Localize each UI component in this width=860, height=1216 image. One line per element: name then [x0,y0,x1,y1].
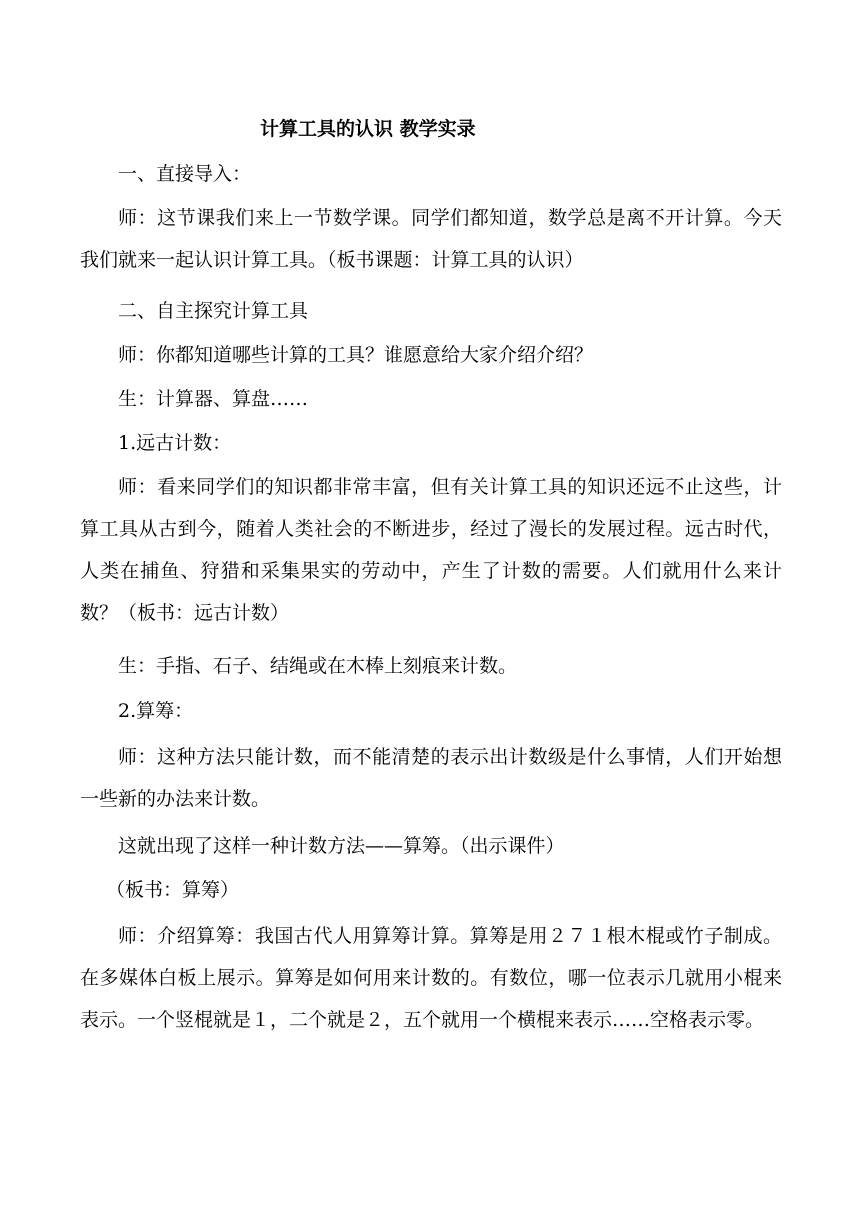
paragraph-counting-rods-appear: 这就出现了这样一种计数方法——算筹。（出示课件） [118,835,565,857]
paragraph-student-answer: 生：计算器、算盘…… [118,388,309,410]
paragraph-board-note: （板书：算筹） [106,879,240,901]
subheading-counting-rods: 2.算筹： [118,700,194,722]
subheading-ancient-counting: 1.远古计数： [118,432,232,454]
section-heading-explore: 二、自主探究计算工具 [118,300,309,322]
document-title: 计算工具的认识 教学实录 [260,118,476,140]
paragraph-new-methods: 师：这种方法只能计数，而不能清楚的表示出计数级是什么事情，人们开始想一些新的办法来计数。 [80,746,782,810]
paragraph-teacher-intro: 师：这节课我们来上一节数学课。同学们都知道，数学总是离不开计算。今天我们就来一起认识计算工具。（板书课题：计算工具的认识） [80,207,782,271]
paragraph-teacher-question: 师：你都知道哪些计算的工具？谁愿意给大家介绍介绍？ [118,344,594,366]
paragraph-student-counting-methods: 生：手指、石子、结绳或在木棒上刻痕来计数。 [118,655,518,677]
paragraph-rods-introduction: 师：介绍算筹：我国古代人用算筹计算。算筹是用２７１根木棍或竹子制成。在多媒体白板上展示。算筹是如何用来计数的。有数位，哪一位表示几就用小棍来表示。一个竖棍就是１，二个就是２，五个就用一个横棍来表示……空格表示零。 [80,925,782,1031]
paragraph-ancient-counting: 师：看来同学们的知识都非常丰富，但有关计算工具的知识还远不止这些，计算工具从古到今，随着人类社会的不断进步，经过了漫长的发展过程。远古时代，人类在捕鱼、狩猎和采集果实的劳动中，产生了计数的需要。人们就用什么来计数？（板书：远古计数） [80,476,782,624]
section-heading-intro: 一、直接导入： [118,163,252,185]
